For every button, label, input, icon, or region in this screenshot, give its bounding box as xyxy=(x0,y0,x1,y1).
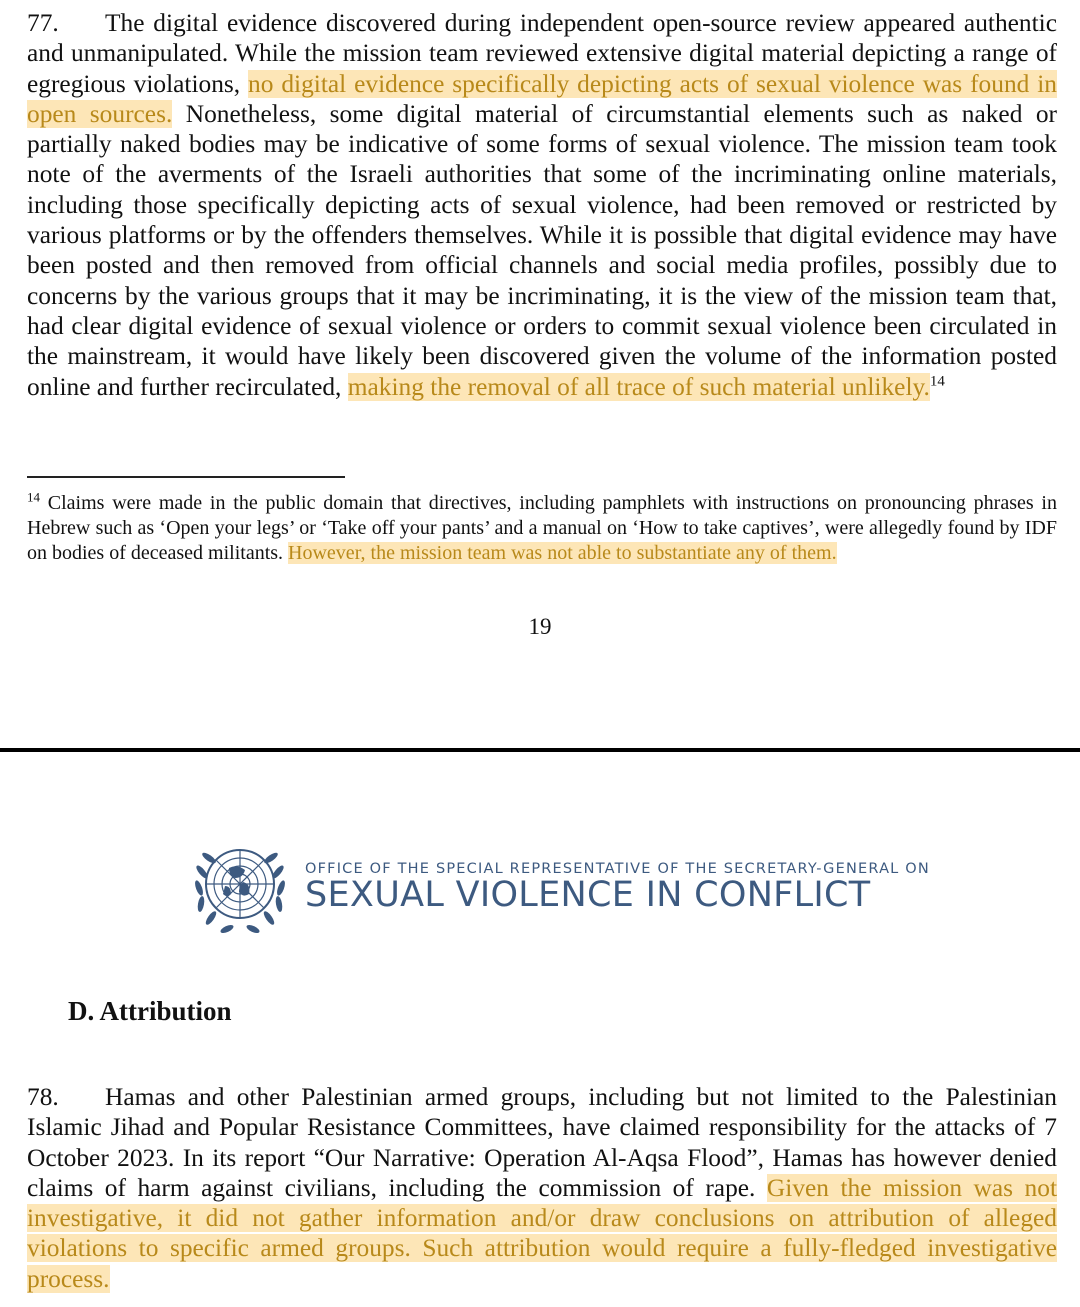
footnote-text: Claims were made in the public domain that directives, including pamphlets with instructions on pronouncing phrases in Hebrew such as ‘Open your legs’ or ‘Take off your pants’ and a manual on ‘How to take captives’, were allegedly found by IDF on bodies of deceased militants. xyxy=(27,492,1057,564)
paragraph-77 xyxy=(27,8,1057,402)
highlighted-text: However, the mission team was not able to substantiate any of them. xyxy=(288,542,837,564)
highlighted-text: no digital evidence specifically depicting acts of sexual violence was found in open sources. xyxy=(27,69,1057,128)
footnote-marker: 14 xyxy=(27,489,40,505)
paragraph-number: 78. xyxy=(27,1083,59,1111)
highlighted-text: making the removal of all trace of such material unlikely. xyxy=(347,372,930,401)
logo-title: SEXUAL VIOLENCE IN CONFLICT xyxy=(305,875,871,915)
paragraph-text: The digital evidence discovered during independent open-source review appeared authentic and unmanipulated. While the mission team reviewed extensive digital material depicting a range of egregious violations, xyxy=(27,9,1057,98)
page-number: 19 xyxy=(528,614,552,639)
un-emblem-icon xyxy=(189,838,291,938)
footnote-reference: 14 xyxy=(929,373,945,390)
paragraph-text: Nonetheless, some digital material of circumstantial elements such as naked or partially naked bodies may be indicative of some forms of sexual violence. The mission team took note of the averments of the Israeli authorities that some of the incriminating online materials, including those specifically depicting acts of sexual violence, had been removed or restricted by various platforms or by the offenders themselves. While it is possible that digital evidence may have been posted and then removed from official channels and social media profiles, possibly due to concerns by the various groups that it may be incriminating, it is the view of the mission team that, had clear digital evidence of sexual violence or orders to commit sexual violence been circulated in the mainstream, it would have likely been discovered given the volume of the information posted online and further recirculated, xyxy=(27,99,1057,401)
paragraph-text: Hamas and other Palestinian armed groups, including but not limited to the Palestinian Islamic Jihad and Popular Resistance Committees, have claimed responsibility for the attacks of 7 October 2023. In its report “Our Narrative: Operation Al-Aqsa Flood”, Hamas has however denied claims of harm against civilians, including the commission of rape. xyxy=(27,1083,1057,1202)
logo-subtitle: OFFICE OF THE SPECIAL REPRESENTATIVE OF THE SECRETARY-GENERAL ON xyxy=(305,861,930,877)
footnote-divider xyxy=(27,476,345,478)
logo-wordmark xyxy=(305,861,930,915)
section-heading: D. Attribution xyxy=(68,996,232,1026)
un-srsg-svc-logo xyxy=(189,838,930,938)
highlighted-text: Given the mission was not investigative, it did not gather information and/or draw conclusions on attribution of alleged violations to specific armed groups. Such attribution would require a fully-fledged investigative process. xyxy=(27,1173,1058,1293)
paragraph-78 xyxy=(27,1082,1057,1294)
paragraph-number: 77. xyxy=(27,9,59,37)
footnote-14 xyxy=(27,491,1057,566)
